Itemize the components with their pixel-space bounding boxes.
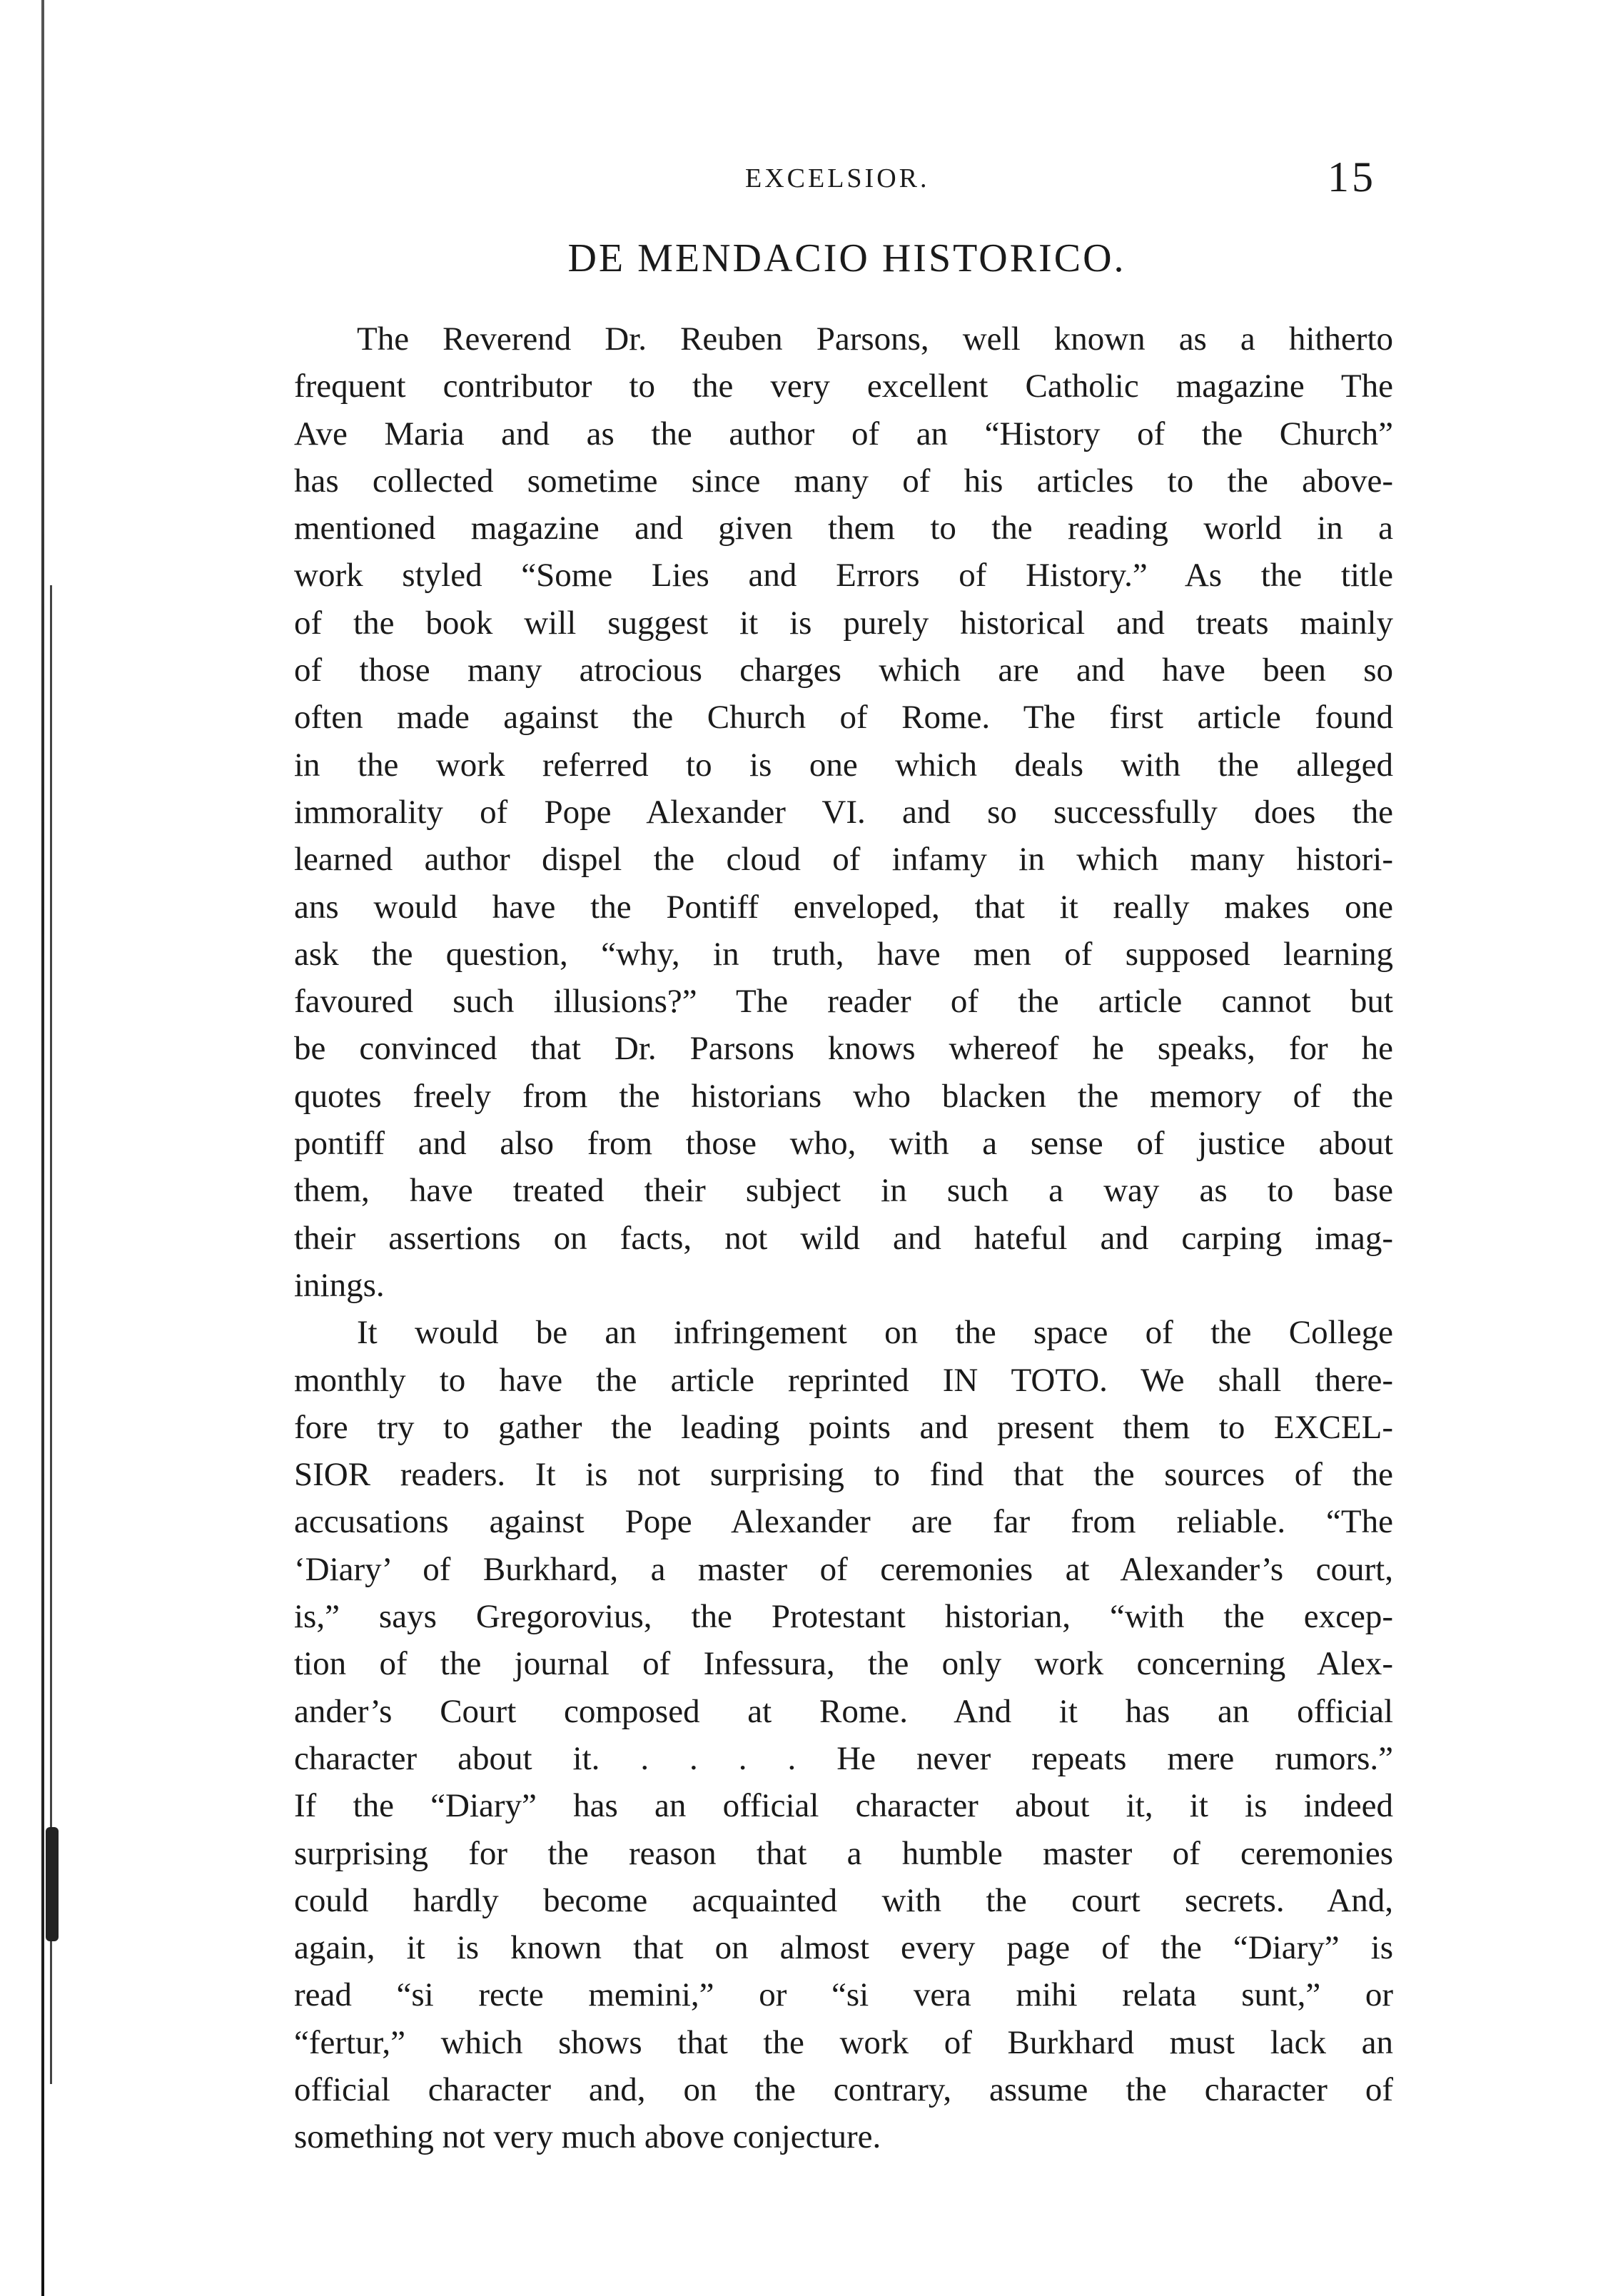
- text-line: again, it is known that on almost every page of the “Diary” is: [294, 1929, 1393, 1967]
- text-line: of those many atrocious charges which are and have been so: [294, 652, 1393, 689]
- article-title: DE MENDACIO HISTORICO.: [567, 236, 1126, 280]
- text-line: has collected sometime since many of his articles to the above-: [294, 462, 1393, 500]
- text-line: could hardly become acquainted with the court secrets. And,: [294, 1881, 1393, 1919]
- text-line: read “si recte memini,” or “si vera mihi relata sunt,” or: [294, 1976, 1393, 2014]
- text-line: is,” says Gregorovius, the Protestant historian, “with the excep-: [294, 1598, 1393, 1636]
- text-line: SIOR readers. It is not surprising to find that the sources of the: [294, 1456, 1393, 1494]
- running-head: EXCELSIOR.: [745, 163, 930, 193]
- text-line: character about it. . . . . He never repeats mere rumors.”: [294, 1739, 1393, 1777]
- text-line: ask the question, “why, in truth, have men of supposed learning: [294, 935, 1393, 973]
- text-line: mentioned magazine and given them to the reading world in a: [294, 510, 1393, 547]
- text-line: tion of the journal of Infessura, the only work concerning Alex-: [294, 1645, 1393, 1683]
- text-line: frequent contributor to the very excellent Catholic magazine The: [294, 368, 1393, 405]
- text-line: It would be an infringement on the space of the College: [357, 1314, 1393, 1352]
- text-line: If the “Diary” has an official character about it, it is indeed: [294, 1787, 1393, 1825]
- text-line: ans would have the Pontiff enveloped, that it really makes one: [294, 888, 1393, 926]
- text-line: be convinced that Dr. Parsons knows whereof he speaks, for he: [294, 1030, 1393, 1068]
- text-line: ander’s Court composed at Rome. And it has an official: [294, 1692, 1393, 1730]
- text-line: fore try to gather the leading points and present them to EXCEL-: [294, 1408, 1393, 1446]
- article-body: [294, 315, 1393, 2161]
- text-line: often made against the Church of Rome. The first article found: [294, 699, 1393, 737]
- text-line: them, have treated their subject in such a way as to base: [294, 1172, 1393, 1210]
- page-number: 15: [1328, 153, 1376, 201]
- text-line: pontiff and also from those who, with a sense of justice about: [294, 1125, 1393, 1163]
- paragraph-1: [294, 315, 1393, 1309]
- text-line: surprising for the reason that a humble master of ceremonies: [294, 1834, 1393, 1872]
- text-line: Ave Maria and as the author of an “History of the Church”: [294, 415, 1393, 452]
- text-line: The Reverend Dr. Reuben Parsons, well known as a hitherto: [357, 320, 1393, 358]
- text-line: something not very much above conjecture.: [294, 2118, 881, 2156]
- text-line: ‘Diary’ of Burkhard, a master of ceremonies at Alexander’s court,: [294, 1550, 1393, 1588]
- text-line: work styled “Some Lies and Errors of History.” As the title: [294, 557, 1393, 595]
- binding-mark: [46, 1827, 59, 1941]
- text-line: learned author dispel the cloud of infamy in which many histori-: [294, 841, 1393, 879]
- text-line: in the work referred to is one which deals with the alleged: [294, 746, 1393, 784]
- text-line: quotes freely from the historians who blacken the memory of the: [294, 1077, 1393, 1115]
- text-line: inings.: [294, 1266, 385, 1304]
- text-line: immorality of Pope Alexander VI. and so successfully does the: [294, 793, 1393, 831]
- text-line: their assertions on facts, not wild and hateful and carping imag-: [294, 1219, 1393, 1257]
- text-line: accusations against Pope Alexander are far from reliable. “The: [294, 1503, 1393, 1541]
- paragraph-2: [294, 1309, 1393, 2160]
- text-line: of the book will suggest it is purely historical and treats mainly: [294, 604, 1393, 642]
- text-line: favoured such illusions?” The reader of the article cannot but: [294, 983, 1393, 1021]
- text-line: monthly to have the article reprinted IN TOTO. We shall there-: [294, 1361, 1393, 1399]
- text-line: “fertur,” which shows that the work of Burkhard must lack an: [294, 2023, 1393, 2061]
- binding-edge: [41, 0, 44, 2296]
- text-line: official character and, on the contrary, assume the character of: [294, 2070, 1393, 2108]
